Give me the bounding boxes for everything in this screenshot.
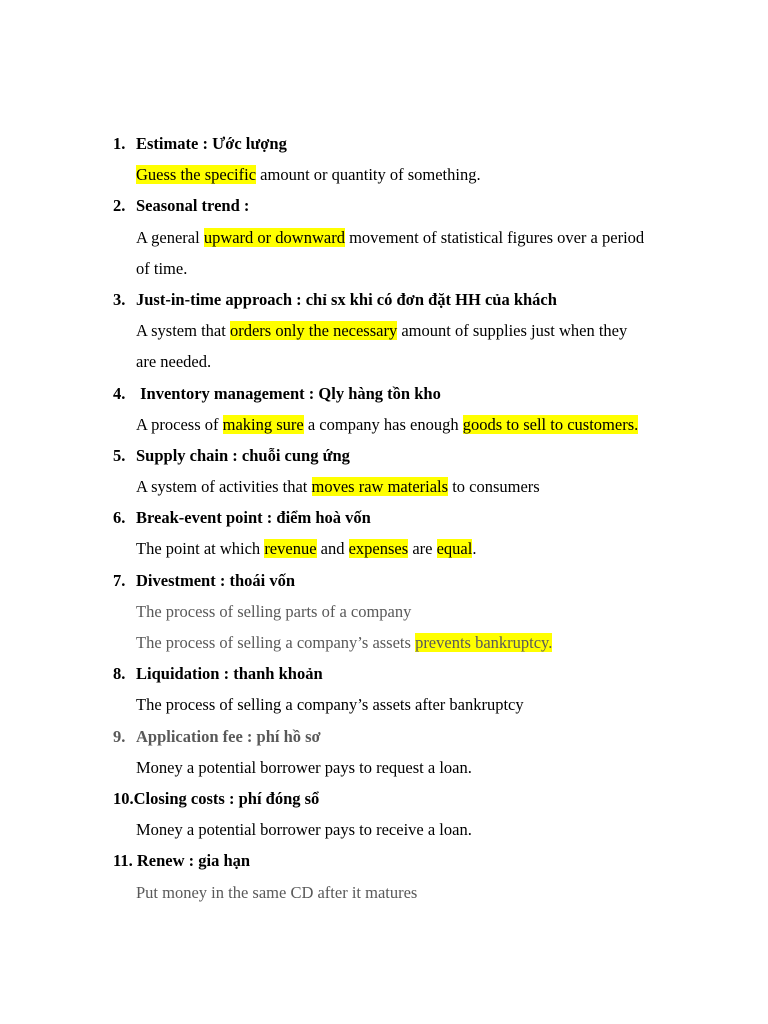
highlighted-text: expenses [348, 539, 409, 559]
term-title: Supply chain : chuỗi cung ứng [136, 445, 350, 465]
term-title: Renew : gia hạn [132, 851, 251, 871]
definition-text: movement of statistical figures over a period [344, 227, 645, 247]
definition-line [113, 471, 713, 502]
highlighted-text: equal [436, 539, 473, 559]
list-number: 11. [113, 851, 133, 871]
list-number: 9. [113, 726, 126, 746]
term-heading [113, 190, 713, 221]
definition-line [113, 315, 713, 346]
definition-line [113, 627, 713, 658]
highlighted-text: moves raw materials [311, 477, 449, 497]
term-title: Application fee : phí hồ sơ [136, 726, 321, 746]
definition-text: Money a potential borrower pays to request a loan. [136, 757, 472, 777]
definition-text: Put money in the same CD after it matures [136, 882, 418, 902]
definition-line [113, 877, 713, 908]
list-number: 7. [113, 570, 126, 590]
definition-line [113, 253, 713, 284]
highlighted-text: making sure [222, 414, 304, 434]
definition-text: are [408, 539, 437, 559]
list-number: 3. [113, 289, 126, 309]
definition-text: A general [136, 227, 204, 247]
term-heading [113, 721, 713, 752]
term-title: Closing costs : phí đóng sổ [133, 788, 320, 808]
term-heading [113, 378, 713, 409]
highlighted-text: orders only the necessary [229, 321, 398, 341]
definition-line [113, 222, 713, 253]
definition-text: Money a potential borrower pays to receive a loan. [136, 820, 472, 840]
definition-line [113, 346, 713, 377]
definition-text: a company has enough [303, 414, 463, 434]
highlighted-text: upward or downward [203, 227, 345, 247]
highlighted-text: prevents bankruptcy. [415, 633, 553, 652]
definition-line [113, 752, 713, 783]
definition-text: The point at which [136, 539, 265, 559]
term-title: Divestment : thoái vốn [136, 570, 296, 590]
term-heading [113, 128, 713, 159]
definition-text: A system of activities that [136, 477, 312, 497]
list-number: 10. [113, 788, 134, 808]
definition-text: of time. [136, 258, 188, 278]
highlighted-text: Guess the specific [136, 165, 257, 185]
definition-text: amount of supplies just when they [397, 321, 628, 341]
definition-text: The process of selling a company’s assets after bankruptcy [136, 695, 524, 715]
term-title: Estimate : Ước lượng [136, 134, 287, 153]
term-heading [113, 783, 713, 814]
term-heading [113, 658, 713, 689]
definition-line [113, 159, 713, 190]
list-number: 4. [113, 383, 126, 403]
term-title: Liquidation : thanh khoản [136, 664, 323, 684]
definition-line [113, 689, 713, 720]
highlighted-text: revenue [264, 539, 317, 559]
definition-text: to consumers [448, 477, 540, 497]
definition-text: . [472, 539, 477, 559]
list-number: 2. [113, 196, 126, 216]
term-title: Seasonal trend : [136, 196, 250, 216]
definition-text: The process of selling parts of a company [136, 601, 412, 621]
term-heading [113, 440, 713, 471]
term-title: Just-in-time approach : chỉ sx khi có đơn đặt HH của khách [136, 289, 557, 309]
highlighted-text: goods to sell to customers. [462, 414, 639, 434]
list-number: 8. [113, 664, 126, 684]
definition-text: and [316, 539, 349, 559]
definition-line [113, 596, 713, 627]
definition-text: A system that [136, 321, 230, 341]
definition-text: amount or quantity of something. [256, 165, 481, 185]
term-heading [113, 502, 713, 533]
vocabulary-list [113, 128, 713, 908]
term-title: Inventory management : Qly hàng tồn kho [136, 383, 441, 403]
definition-line [113, 409, 713, 440]
list-number: 1. [113, 134, 126, 153]
term-title: Break-event point : điểm hoà vốn [136, 508, 371, 528]
term-heading [113, 284, 713, 315]
definition-line [113, 533, 713, 564]
term-heading [113, 565, 713, 596]
definition-line [113, 814, 713, 845]
list-number: 6. [113, 508, 126, 528]
term-heading [113, 845, 713, 876]
definition-text: The process of selling a company’s assets [136, 633, 416, 652]
definition-text: are needed. [136, 352, 212, 372]
definition-text: A process of [136, 414, 223, 434]
list-number: 5. [113, 445, 126, 465]
